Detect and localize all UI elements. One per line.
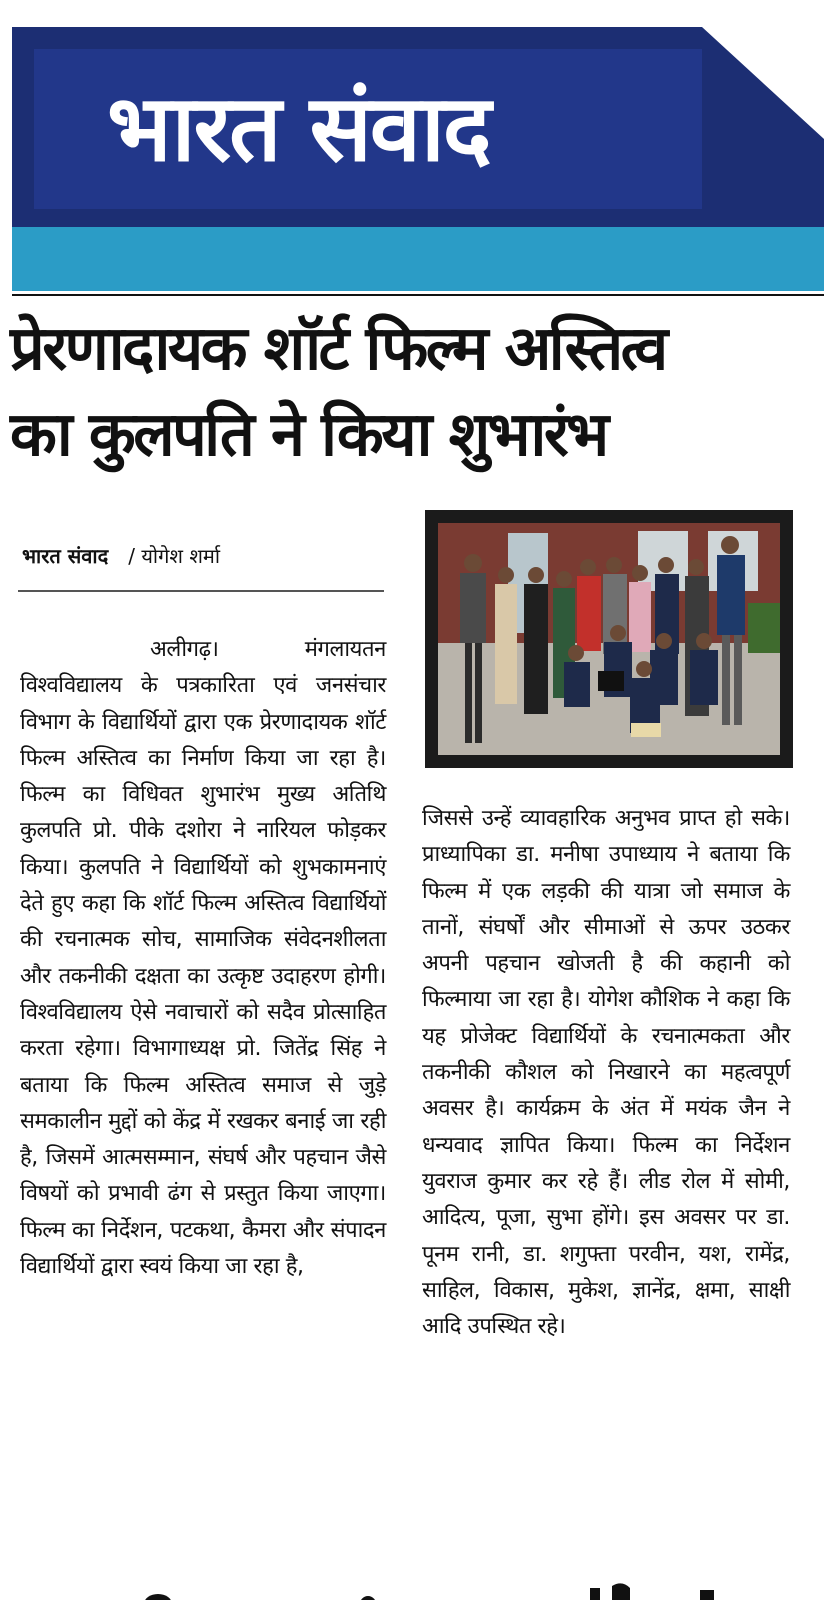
article-body-left-column: अलीगढ़। मंगलायतन विश्वविद्यालय के पत्रकारिता एवं जनसंचार विभाग के विद्यार्थियों द्वारा एक प्रेरणादायक शॉर्ट फिल्म अस्तित्व का निर्माण किया जा रहा है। फिल्म का विधिवत शुभारंभ मुख्य अतिथि कुलपति प्रो. पीके दशोरा ने नारियल फोड़कर किया। कुलपति ने विद्यार्थियों को शुभकामनाएं देते हुए कहा कि शॉर्ट फिल्म अस्तित्व विद्यार्थियों की रचनात्मक सोच, सामाजिक संवेदनशीलता और तकनीकी दक्षता का उत्कृष्ट उदाहरण होगी। विश्वविद्यालय ऐसे नवाचारों को सदैव प्रोत्साहित करता रहेगा। विभागाध्यक्ष प्रो. जितेंद्र सिंह ने बताया कि फिल्म अस्तित्व समाज से जुड़े समकालीन मुद्दों को केंद्र में रखकर बनाई जा रही है, जिसमें आत्मसम्मान, संघर्ष और पहचान जैसे विषयों को प्रभावी ढंग से प्रस्तुत किया जाएगा। फिल्म का निर्देशन, पटकथा, कैमरा और संपादन विद्यार्थियों द्वारा स्वयं किया जा रहा है, (20, 637, 386, 1280)
headline-line-1: प्रेरणादायक शॉर्ट फिल्म अस्तित्व (10, 313, 666, 384)
masthead-divider (12, 294, 824, 296)
masthead (12, 27, 824, 291)
group-photo-icon (438, 523, 780, 755)
byline (22, 546, 382, 566)
next-headline-fragment (0, 1582, 824, 1600)
masthead-title: भारत संवाद (107, 75, 490, 182)
byline-author: / योगेश शर्मा (128, 544, 221, 568)
byline-publication: भारत संवाद (22, 544, 109, 568)
article-headline (10, 306, 810, 478)
byline-divider (18, 590, 384, 592)
article-body-right-column: जिससे उन्हें व्यावहारिक अनुभव प्राप्त हो सके। प्राध्यापिका डा. मनीषा उपाध्याय ने बताया कि फिल्म में एक लड़की की यात्रा जो समाज के तानों, संघर्षों और सीमाओं से ऊपर उठकर अपनी पहचान खोजती है की कहानी को फिल्माया जा रहा है। योगेश कौशिक ने कहा कि यह प्रोजेक्ट विद्यार्थियों के रचनात्मकता और तकनीकी कौशल को निखारने का महत्वपूर्ण अवसर है। कार्यक्रम के अंत में मयंक जैन ने धन्यवाद ज्ञापित किया। फिल्म का निर्देशन युवराज कुमार कर रहे हैं। लीड रोल में सोमी, आदित्य, पूजा, सुभा होंगे। इस अवसर पर डा. पूनम रानी, डा. शगुफ्ता परवीन, यश, रामेंद्र, साहिल, विकास, मुकेश, ज्ञानेंद्र, क्षमा, साक्षी आदि उपस्थित रहे। (422, 806, 790, 1340)
article-photo (425, 510, 793, 768)
headline-line-2: का कुलपति ने किया शुभारंभ (10, 399, 607, 470)
